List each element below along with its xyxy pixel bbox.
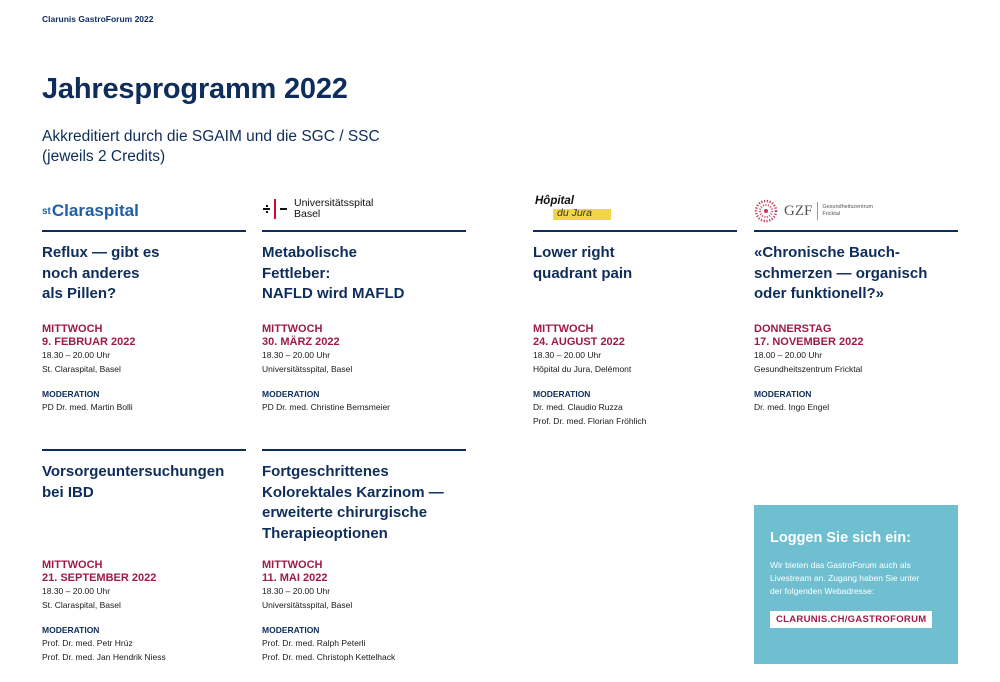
subtitle-line: (jeweils 2 Credits) <box>42 148 166 165</box>
event-title <box>533 243 737 323</box>
moderator: Prof. Dr. med. Ralph Peterli <box>262 638 366 648</box>
gzf-logo-line: Gesundheitszentrum <box>822 204 874 210</box>
event-card <box>262 462 466 664</box>
divider <box>533 230 737 232</box>
gzf-logo-subtext <box>822 204 873 218</box>
claraspital-logo-text: Claraspital <box>51 201 139 220</box>
usb-logo-line: Basel <box>294 208 321 220</box>
event-day: MITTWOCH <box>42 323 103 335</box>
event-title-line: bei IBD <box>42 483 94 501</box>
moderation-label: MODERATION <box>533 389 591 399</box>
gzf-logo <box>754 196 873 226</box>
event-day: MITTWOCH <box>262 559 323 571</box>
usb-logo-text <box>294 198 373 220</box>
event-day: MITTWOCH <box>533 323 594 335</box>
event-title <box>42 462 246 559</box>
page-title: Jahresprogramm 2022 <box>42 73 348 105</box>
hjura-logo <box>533 193 613 223</box>
hjura-logo-top: Hôpital <box>535 195 574 207</box>
event-title-line: NAFLD wird MAFLD <box>262 285 405 302</box>
moderation-label: MODERATION <box>42 389 100 399</box>
event-title-line: als Pillen? <box>42 285 117 302</box>
event-title <box>754 243 958 323</box>
event-date: 9. FEBRUAR 2022 <box>42 336 136 348</box>
moderator: Dr. med. Claudio Ruzza <box>533 402 623 412</box>
moderator: Prof. Dr. med. Jan Hendrik Niess <box>42 651 166 662</box>
event-place: Hôpital du Jura, Delémont <box>533 363 632 374</box>
moderator: PD Dr. med. Martin Bolli <box>42 402 133 412</box>
event-title-line: Fettleber: <box>262 264 331 282</box>
promo-text <box>770 559 942 598</box>
moderation-label: MODERATION <box>262 389 320 399</box>
moderator: Prof. Dr. med. Christoph Kettelhack <box>262 651 396 662</box>
event-title-line: schmerzen — organisch <box>754 264 928 282</box>
event-title-line: Therapieoptionen <box>262 524 388 542</box>
moderator: PD Dr. med. Christine Bernsmeier <box>262 402 391 412</box>
event-time: 18.30 – 20.00 Uhr <box>42 586 111 596</box>
event-title-line: Reflux — gibt es <box>42 244 160 261</box>
livestream-promo <box>754 505 958 664</box>
event-place: St. Claraspital, Basel <box>42 599 121 610</box>
event-date: 24. AUGUST 2022 <box>533 336 625 348</box>
event-title-line: Lower right <box>533 244 615 261</box>
gzf-logo-divider <box>817 202 818 220</box>
event-title-line: oder funktionell?» <box>754 285 885 302</box>
event-card <box>42 462 246 664</box>
moderation-label: MODERATION <box>262 625 320 635</box>
event-date: 30. MÄRZ 2022 <box>262 336 340 348</box>
moderator: Prof. Dr. med. Petr Hrúz <box>42 638 133 648</box>
event-title-line: Fortgeschrittenes <box>262 463 389 480</box>
hjura-logo-bottom: du Jura <box>557 207 593 219</box>
event-card <box>262 243 466 415</box>
event-place: Gesundheitszentrum Fricktal <box>754 363 863 374</box>
event-day: MITTWOCH <box>42 559 103 571</box>
claraspital-logo <box>42 196 139 226</box>
event-date: 11. MAI 2022 <box>262 572 328 584</box>
divider <box>262 449 466 451</box>
promo-text-line: Livestream an. Zugang haben Sie unter <box>770 573 920 583</box>
event-title-line: quadrant pain <box>533 264 633 282</box>
event-time: 18.30 – 20.00 Uhr <box>262 586 331 596</box>
event-title <box>262 462 466 559</box>
event-title-line: erweiterte chirurgische <box>262 504 428 521</box>
event-place: St. Claraspital, Basel <box>42 363 121 374</box>
event-title-line: noch anderes <box>42 264 140 282</box>
subtitle-line: Akkreditiert durch die SGAIM und die SGC / SSC <box>42 128 380 145</box>
moderation-label: MODERATION <box>42 625 100 635</box>
promo-title: Loggen Sie sich ein: <box>770 530 911 546</box>
usb-logo-line: Universitätsspital <box>294 197 374 209</box>
moderator: Dr. med. Ingo Engel <box>754 402 830 412</box>
event-title-line: Vorsorgeuntersuchungen <box>42 463 225 480</box>
divider <box>754 230 958 232</box>
event-place: Universitätsspital, Basel <box>262 599 353 610</box>
gzf-logo-text: GZF <box>784 202 813 219</box>
event-time: 18.30 – 20.00 Uhr <box>42 350 111 360</box>
event-title <box>262 243 466 323</box>
event-title-line: «Chronische Bauch- <box>754 244 900 261</box>
promo-text-line: Wir bieten das GastroForum auch als <box>770 560 911 570</box>
event-date: 21. SEPTEMBER 2022 <box>42 572 157 584</box>
claraspital-logo-prefix: st <box>42 205 51 217</box>
brand-label: Clarunis GastroForum 2022 <box>42 14 154 24</box>
event-title-line: Metabolische <box>262 244 358 261</box>
gzf-logo-line: Fricktal <box>822 211 841 217</box>
event-card <box>754 243 958 415</box>
event-card <box>533 243 737 428</box>
event-time: 18.30 – 20.00 Uhr <box>262 350 331 360</box>
divider <box>42 230 246 232</box>
event-day: MITTWOCH <box>262 323 323 335</box>
event-title-line: Kolorektales Karzinom — <box>262 483 444 501</box>
gzf-logo-mark <box>754 199 778 223</box>
page-subtitle <box>42 127 380 167</box>
event-title <box>42 243 246 323</box>
divider <box>42 449 246 451</box>
event-place: Universitätsspital, Basel <box>262 363 353 374</box>
usb-logo-mark <box>262 198 288 220</box>
event-day: DONNERSTAG <box>754 323 832 335</box>
moderator: Prof. Dr. med. Florian Fröhlich <box>533 415 647 426</box>
moderation-label: MODERATION <box>754 389 812 399</box>
divider <box>262 230 466 232</box>
livestream-link[interactable]: CLARUNIS.CH/GASTROFORUM <box>770 611 932 628</box>
event-time: 18.30 – 20.00 Uhr <box>533 350 602 360</box>
event-card <box>42 243 246 415</box>
promo-text-line: der folgenden Webadresse: <box>770 586 875 596</box>
usb-logo <box>262 194 373 224</box>
event-date: 17. NOVEMBER 2022 <box>754 336 864 348</box>
event-time: 18.00 – 20.00 Uhr <box>754 350 823 360</box>
